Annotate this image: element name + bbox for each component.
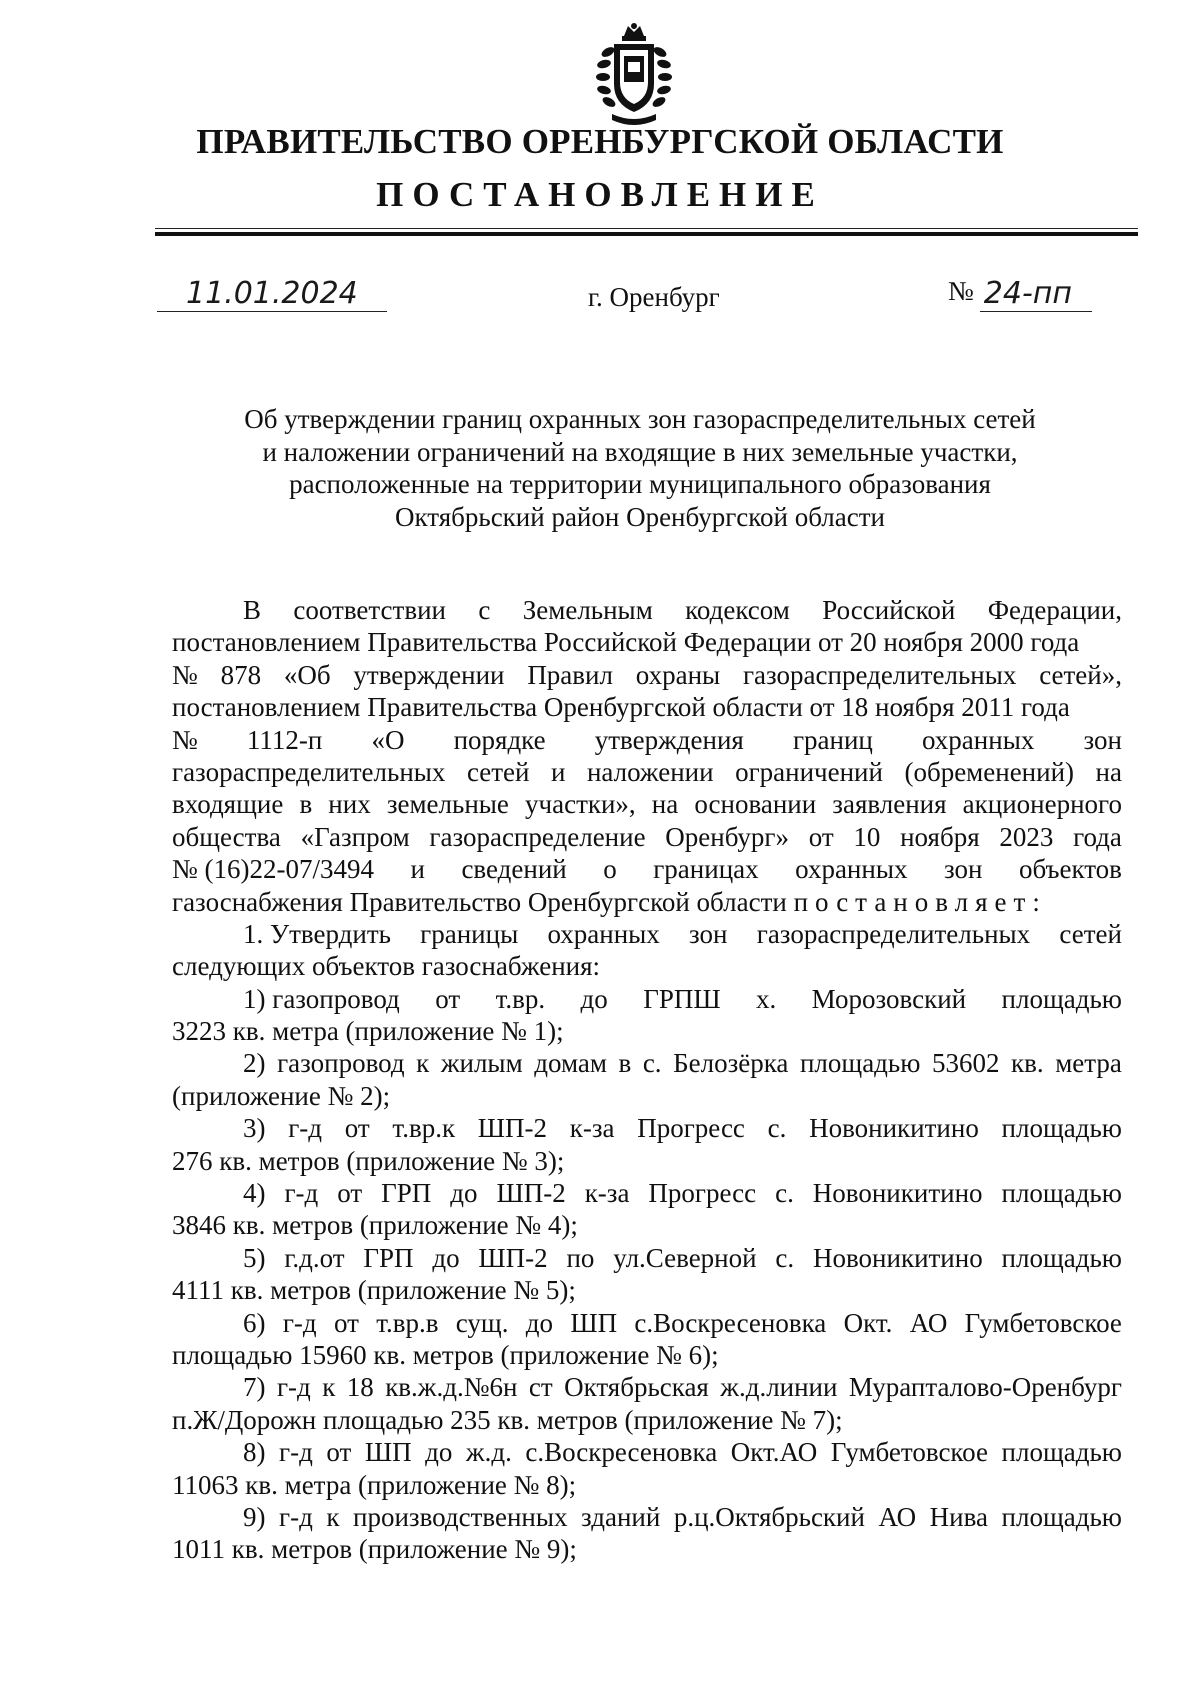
document-date: 11.01.2024 bbox=[186, 276, 358, 311]
list-item-line: 9) г-д к производственных зданий р.ц.Октябрьский АО Нива площадью bbox=[243, 1501, 1122, 1532]
document-body bbox=[172, 594, 1122, 1566]
date-underline bbox=[157, 311, 387, 312]
list-item-line: 1) газопровод от т.вр. до ГРПШ х. Морозовский площадью bbox=[243, 983, 1122, 1014]
preamble-line: постановлением Правительства Российской Федерации от 20 ноября 2000 года bbox=[172, 627, 1080, 658]
title-line: Октябрьский район Оренбургской области bbox=[395, 501, 885, 532]
list-item-line: 5) г.д.от ГРП до ШП-2 по ул.Северной с. Новоникитино площадью bbox=[243, 1242, 1122, 1273]
list-item-line: п.Ж/Дорожн площадью 235 кв. метров (приложение № 7); bbox=[172, 1404, 843, 1435]
list-item-line: 3) г-д от т.вр.к ШП-2 к-за Прогресс с. Новоникитино площадью bbox=[243, 1113, 1122, 1144]
organization-name: ПРАВИТЕЛЬСТВО ОРЕНБУРГСКОЙ ОБЛАСТИ bbox=[196, 122, 1004, 161]
document-number: 24-пп bbox=[983, 276, 1072, 311]
document-title bbox=[160, 403, 1120, 533]
header-divider-thin bbox=[155, 228, 1138, 229]
coat-of-arms-emblem bbox=[594, 22, 674, 128]
list-item-line: 2) газопровод к жилым домам в с. Белозёрка площадью 53602 кв. метра bbox=[243, 1048, 1122, 1079]
number-sign: № bbox=[948, 276, 974, 306]
preamble-line: газораспределительных сетей и наложении ограничений (обременений) на bbox=[172, 756, 1122, 787]
preamble-line: постановлением Правительства Оренбургской области от 18 ноября 2011 года bbox=[172, 692, 1070, 723]
list-item-line: 3846 кв. метров (приложение № 4); bbox=[172, 1210, 578, 1241]
list-item-line: площадью 15960 кв. метров (приложение № 6); bbox=[172, 1339, 719, 1370]
document-city: г. Оренбург bbox=[588, 282, 720, 312]
list-item-line: 4) г-д от ГРП до ШП-2 к-за Прогресс с. Новоникитино площадью bbox=[243, 1178, 1122, 1209]
header-divider-thick bbox=[155, 232, 1138, 236]
preamble-line: № 878 «Об утверждении Правил охраны газораспределительных сетей», bbox=[172, 659, 1122, 690]
list-item-line: 276 кв. метров (приложение № 3); bbox=[172, 1145, 565, 1176]
title-line: Об утверждении границ охранных зон газораспределительных сетей bbox=[244, 404, 1036, 434]
list-item-line: 3223 кв. метра (приложение № 1); bbox=[172, 1016, 564, 1047]
list-item-line: 11063 кв. метра (приложение № 8); bbox=[172, 1469, 577, 1500]
preamble-line: № 1112-п «О порядке утверждения границ охранных зон bbox=[172, 724, 1122, 755]
preamble-line: В соответствии с Земельным кодексом Российской Федерации, bbox=[243, 595, 1122, 625]
list-item-line: 8) г-д от ШП до ж.д. с.Воскресеновка Окт.АО Гумбетовское площадью bbox=[243, 1437, 1122, 1468]
list-item-line: 1011 кв. метров (приложение № 9); bbox=[172, 1534, 577, 1565]
document-number-block bbox=[948, 276, 1072, 311]
preamble-line: № (16)22-07/3494 и сведений о границах охранных зон объектов bbox=[172, 854, 1122, 885]
list-item-line: (приложение № 2); bbox=[172, 1080, 391, 1111]
preamble-line: общества «Газпром газораспределение Оренбург» от 10 ноября 2023 года bbox=[172, 821, 1122, 852]
preamble-line: газоснабжения Правительство Оренбургской области постановляет: bbox=[172, 886, 1047, 917]
list-item-line: 6) г-д от т.вр.в сущ. до ШП с.Воскресеновка Окт. АО Гумбетовское bbox=[243, 1307, 1122, 1338]
title-line: расположенные на территории муниципального образования bbox=[289, 469, 991, 499]
preamble-line: входящие в них земельные участки», на основании заявления акционерного bbox=[172, 789, 1122, 820]
list-item-line: 4111 кв. метров (приложение № 5); bbox=[172, 1275, 576, 1306]
clause-line: следующих объектов газоснабжения: bbox=[172, 951, 601, 982]
title-line: и наложении ограничений на входящие в них земельные участки, bbox=[262, 436, 1018, 467]
document-type: ПОСТАНОВЛЕНИЕ bbox=[376, 175, 824, 214]
clause-line: 1. Утвердить границы охранных зон газораспределительных сетей bbox=[243, 918, 1122, 949]
number-underline bbox=[980, 311, 1092, 312]
list-item-line: 7) г-д к 18 кв.ж.д.№6н ст Октябрьская ж.д.линии Мурапталово-Оренбург bbox=[243, 1372, 1122, 1403]
